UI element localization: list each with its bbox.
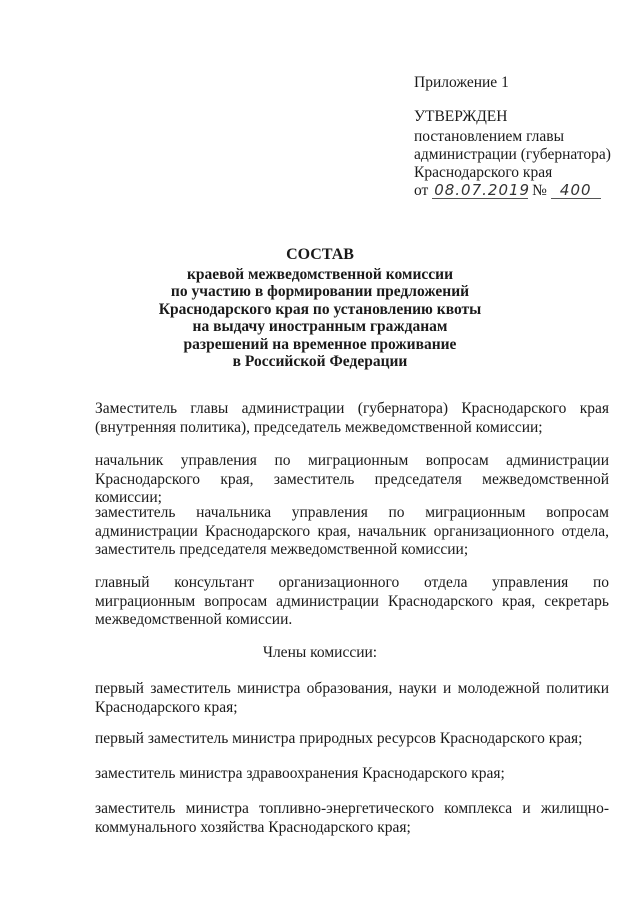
title-line-6: в Российской Федерации	[232, 353, 408, 370]
title-line-5: разрешений на временное проживание	[183, 335, 457, 353]
approval-line-1: постановлением главы	[414, 128, 564, 145]
approved-label: УТВЕРЖДЕН	[414, 108, 508, 125]
paragraph-chairman: Заместитель главы администрации (губернатора) Краснодарского края (внутренняя политика), председатель межведомственной комиссии;	[95, 400, 609, 436]
title-line-3: Краснодарского края по установлению квоты	[158, 300, 482, 318]
paragraph-secretary: главный консультант организационного отдела управления по миграционным вопросам администрации Краснодарского края, секретарь межведомственной комиссии.	[95, 574, 609, 628]
member-item: заместитель министра топливно-энергетического комплекса и жилищно-коммунального хозяйства Краснодарского края;	[95, 800, 609, 836]
paragraph-deputy-chairman: начальник управления по миграционным вопросам администрации Краснодарского края, заместитель председателя межведомственной комиссии;	[95, 452, 609, 506]
document-title	[0, 246, 640, 371]
paragraph-deputy-chairman-2: заместитель начальника управления по миграционным вопросам администрации Краснодарского края, начальник организационного отдела, заместитель председателя межведомственной комиссии;	[95, 504, 609, 558]
approval-line-2: администрации (губернатора)	[414, 146, 611, 163]
handwritten-number: 400	[551, 183, 601, 199]
title-line-2: по участию в формировании предложений	[170, 283, 470, 300]
member-item: первый заместитель министра образования, науки и молодежной политики Краснодарского края;	[95, 680, 609, 716]
member-item: заместитель министра здравоохранения Краснодарского края;	[95, 765, 505, 782]
date-prefix: от	[414, 182, 429, 199]
number-sign: №	[532, 182, 547, 199]
title-line-4: на выдачу иностранным гражданам	[192, 318, 448, 335]
title-line-1: краевой межведомственной комиссии	[186, 265, 454, 283]
members-heading: Члены комиссии:	[262, 644, 378, 661]
date-number-line	[414, 182, 624, 200]
appendix-label: Приложение 1	[414, 74, 509, 91]
approval-line-3: Краснодарского края	[414, 164, 553, 181]
approval-block	[414, 74, 624, 200]
member-item: первый заместитель министра природных ресурсов Краснодарского края;	[95, 730, 583, 747]
title-main: СОСТАВ	[286, 246, 354, 263]
handwritten-date: 08.07.2019	[434, 181, 531, 199]
